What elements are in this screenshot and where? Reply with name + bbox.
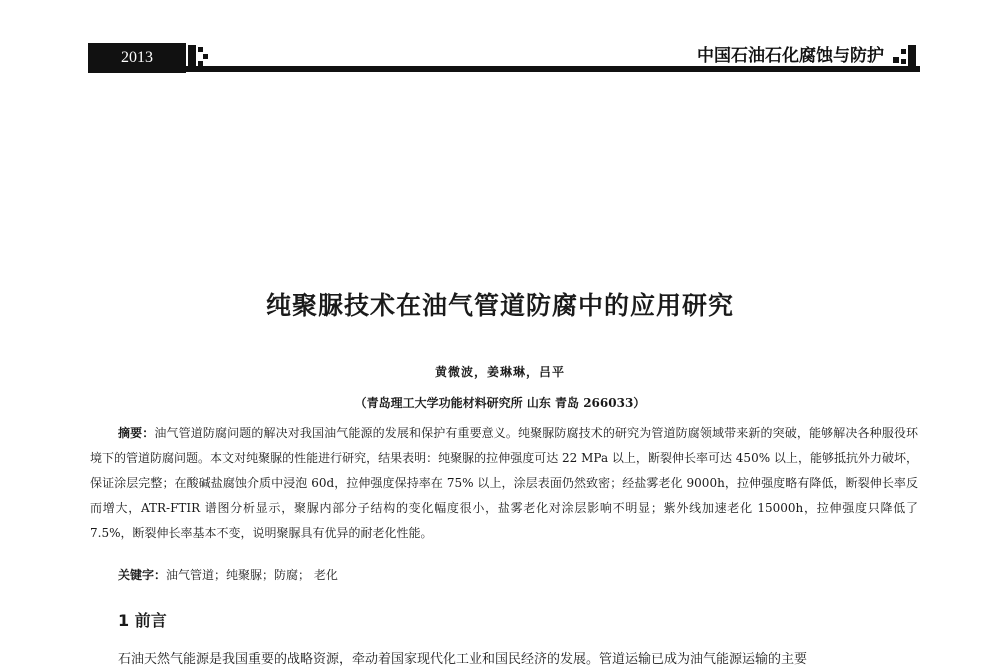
- header-year: 2013: [88, 43, 186, 73]
- author-affiliation: （青岛理工大学功能材料研究所 山东 青岛 266033）: [354, 396, 646, 410]
- author-list: 黄微波，姜琳琳，吕平: [434, 365, 565, 379]
- keywords-text: 油气管道；纯聚脲；防腐； 老化: [166, 568, 338, 582]
- abstract-label: 摘要：: [118, 426, 155, 440]
- intro-paragraph: 石油天然气能源是我国重要的战略资源，牵动着国家现代化工业和国民经济的发展。管道运输已成为油气能源运输的主要: [118, 652, 808, 667]
- abstract: [90, 421, 918, 546]
- header-rule: [88, 66, 920, 72]
- paper-title: 纯聚脲技术在油气管道防腐中的应用研究: [265, 291, 734, 320]
- journal-title: 中国石油石化腐蚀与防护: [697, 46, 884, 66]
- keywords-label: 关键字：: [118, 568, 167, 582]
- abstract-text: 油气管道防腐问题的解决对我国油气能源的发展和保护有重要意义。纯聚脲防腐技术的研究为管道防腐领域带来新的突破，能够解决各种服役环境下的管道防腐问题。本文对纯聚脲的性能进行研究，结果表明：纯聚脲的拉伸强度可达 22 MPa 以上，断裂伸长率可达 450% 以上，能够抵抗外力破坏，保证涂层完整；在酸碱盐腐蚀介质中浸泡 60d，拉伸强度保持率在 75% 以上，涂层表面仍然致密；经盐雾老化 9000h，拉伸强度略有降低，断裂伸长率反而增大，ATR-FTIR 谱图分析显示，聚脲内部分子结构的变化幅度很小，盐雾老化对涂层影响不明显；紫外线加速老化 15000h，拉伸强度只降低了 7.5%，断裂伸长率基本不变，说明聚脲具有优异的耐老化性能。: [90, 426, 918, 540]
- section-heading-introduction: 1 前言: [118, 611, 167, 630]
- keywords: [118, 566, 338, 583]
